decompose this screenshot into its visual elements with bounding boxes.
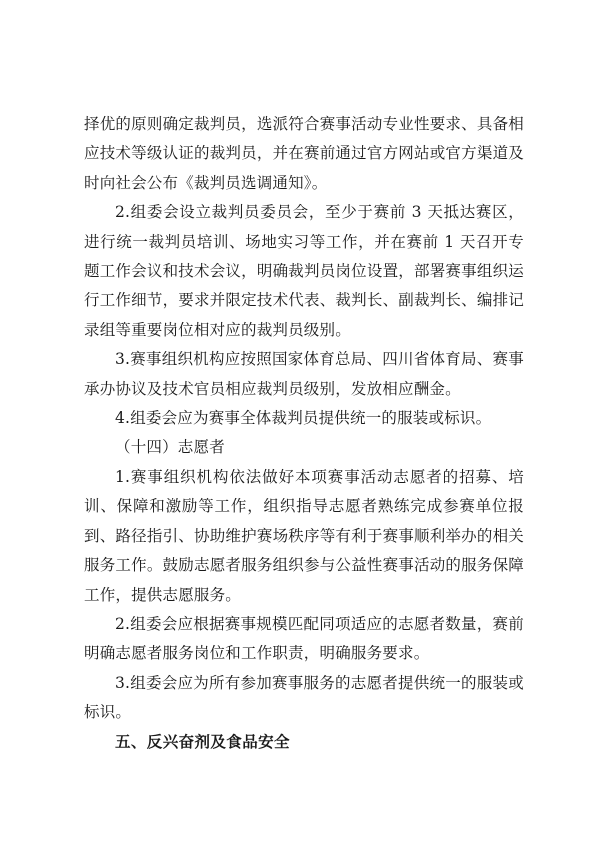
paragraph-volunteer-uniform: 3.组委会应为所有参加赛事服务的志愿者提供统一的服装或标识。 [84, 673, 524, 722]
section-heading-volunteers: （十四）志愿者 [115, 438, 225, 457]
paragraph-volunteer-recruitment: 1.赛事组织机构依法做好本项赛事活动志愿者的招募、培训、保障和激励等工作，组织指导志愿者熟练完成参赛单位报到、路径指引、协助维护赛场秩序等有利于赛事顺利举办的相关服务工作。鼓励志愿者服务组织参与公益性赛事活动的服务保障工作，提供志愿服务。 [84, 467, 524, 604]
document-body [84, 110, 524, 757]
paragraph-referee-remuneration: 3.赛事组织机构应按照国家体育总局、四川省体育局、赛事承办协议及技术官员相应裁判员级别，发放相应酬金。 [84, 350, 524, 398]
chapter-heading-anti-doping: 五、反兴奋剂及食品安全 [115, 732, 290, 751]
paragraph-volunteer-quantity: 2.组委会应根据赛事规模匹配同项适应的志愿者数量，赛前明确志愿者服务岗位和工作职责，明确服务要求。 [84, 614, 524, 663]
paragraph-referee-committee: 2.组委会设立裁判员委员会，至少于赛前 3 天抵达赛区，进行统一裁判员培训、场地实习等工作，并在赛前 1 天召开专题工作会议和技术会议，明确裁判员岗位设置，部署赛事组织运行工作细节，要求并限定技术代表、裁判长、副裁判长、编排记录组等重要岗位相对应的裁判员级别。 [84, 203, 524, 339]
paragraph-referee-uniform: 4.组委会应为赛事全体裁判员提供统一的服装或标识。 [115, 409, 492, 428]
paragraph-referee-selection-continued: 择优的原则确定裁判员，选派符合赛事活动专业性要求、具备相应技术等级认证的裁判员，并在赛前通过官方网站或官方渠道及时向社会公布《裁判员选调通知》。 [84, 115, 524, 192]
